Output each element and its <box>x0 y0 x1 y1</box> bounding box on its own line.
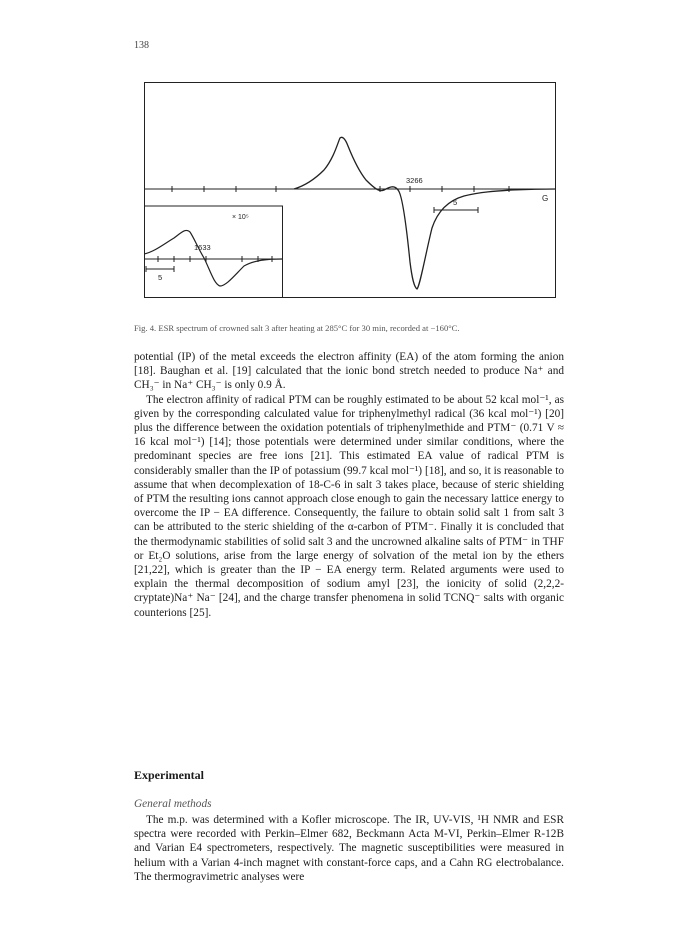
subsection-heading-general-methods: General methods <box>134 798 212 810</box>
section-heading-experimental: Experimental <box>134 768 204 782</box>
field-value-label: 3266 <box>406 176 423 185</box>
experimental-paragraph: The m.p. was determined with a Kofler microscope. The IR, UV-VIS, ¹H NMR and ESR spectra were recorded with Perkin–Elmer 682, Beckmann Acta M-VI, Perkin–Elmer R-12B and Varian E4 spectrometers, respectively. The magnetic susceptibilities were measured in helium with a Varian 4-inch magnet with constant-force caps, and a Cahn RG electrobalance. The thermogravimetric analyses were <box>134 814 564 883</box>
inset-esr-trace <box>144 230 282 286</box>
figure-caption: Fig. 4. ESR spectrum of crowned salt 3 after heating at 285°C for 30 min, recorded at −160°C. <box>134 323 460 333</box>
esr-spectrum-figure <box>144 82 556 298</box>
figure-frame <box>145 83 556 298</box>
inset-field-value-label: 1633 <box>194 243 211 252</box>
page-number: 138 <box>134 40 149 51</box>
main-esr-trace <box>294 137 556 289</box>
multiplier-label: × 10⁵ <box>232 214 249 221</box>
main-scale-label: 5 <box>453 198 458 207</box>
body-paragraph-2: The electron affinity of radical PTM can be roughly estimated to be about 52 kcal mol⁻¹, as given by the corresponding calculated value for triphenylmethyl radical (36 kcal mol⁻¹) [20] plus the difference between the oxidation potentials of triphenylmethide and PTM⁻ (0.71 V ≈ 16 kcal mol⁻¹) [14]; those potentials were determined under similar conditions, where the predominant species are free ions [21]. This estimated EA value of radical PTM is considerably smaller than the IP of potassium (99.7 kcal mol⁻¹) [18], and so, it is reasonable to assume that when decomplexation of 18-C-6 in salt 3 takes place, because of steric shielding of PTM the resulting ions cannot approach close enough to gain the necessary lattice energy to overcome the IP − EA difference. Consequently, the failure to obtain solid salt 1 from salt 3 can be attributed to the steric shielding of the α-carbon of PTM⁻. Finally it is concluded that the thermodynamic stabilities of solid salt 3 and the uncrowned alkaline salts of PTM⁻ in THF or Et₂O solutions, arise from the large energy of solvation of the metal ion by the ethers [21,22], which is greater than the IP − EA energy term. Related arguments were used to explain the thermal decomposition of sodium amyl [23], the ionicity of solid (2,2,2-cryptate)Na⁺ Na⁻ [24], and the charge transfer phenomena in solid TCNQ⁻ salts with organic counterions [25]. <box>134 393 564 619</box>
inset-frame <box>145 206 283 298</box>
axis-unit-label: G <box>542 194 549 203</box>
experimental-text <box>134 813 564 884</box>
inset-scale-label: 5 <box>158 273 163 282</box>
body-text <box>134 350 564 620</box>
body-paragraph-1: potential (IP) of the metal exceeds the electron affinity (EA) of the atom forming the anion [18]. Baughan et al. [19] calculated that the ionic bond stretch needed to produce Na⁺ and CH₃⁻ in Na⁺ CH₃⁻ is only 0.9 Å. <box>134 351 564 392</box>
